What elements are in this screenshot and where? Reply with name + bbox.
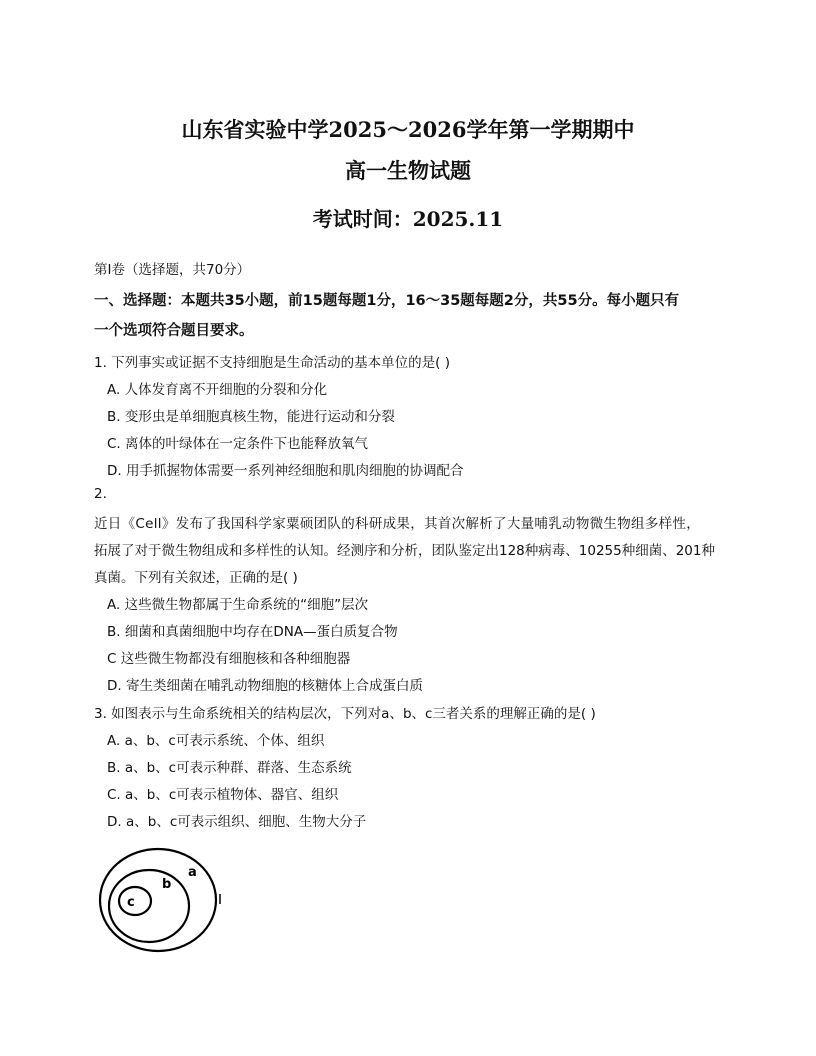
circle-a: [100, 849, 216, 951]
question-1-option-c: C. 离体的叶绿体在一定条件下也能释放氧气: [107, 436, 369, 452]
question-3-stem: 3. 如图表示与生命系统相关的结构层次，下列对a、b、c三者关系的理解正确的是( ): [94, 706, 596, 722]
question-2-number: 2.: [94, 486, 107, 502]
question-2-option-a: A. 这些微生物都属于生命系统的“细胞”层次: [107, 597, 369, 613]
part-label: 第Ⅰ卷（选择题，共70分）: [94, 262, 251, 278]
question-3-option-c: C. a、b、c可表示植物体、器官、组织: [107, 787, 339, 803]
question-3-option-d: D. a、b、c可表示组织、细胞、生物大分子: [107, 814, 367, 830]
circle-c: [119, 887, 151, 915]
label-c: c: [127, 895, 135, 910]
question-2-stem-line-1: 近日《Cell》发布了我国科学家粟硕团队的科研成果，其首次解析了大量哺乳动物微生物组多样性，: [94, 516, 701, 532]
question-2-stem-line-2: 拓展了对于微生物组成和多样性的认知。经测序和分析，团队鉴定出128种病毒、10255种细菌、201种: [94, 543, 715, 559]
exam-subject: 高一生物试题: [345, 158, 471, 183]
label-a: a: [188, 865, 197, 880]
question-2-stem-line-3: 真菌。下列有关叙述，正确的是( ): [94, 570, 298, 586]
label-b: b: [162, 877, 172, 892]
question-2-option-c: C 这些微生物都没有细胞核和各种细胞器: [107, 651, 351, 667]
instructions-line-2: 一个选项符合题目要求。: [94, 323, 254, 339]
nested-circles-diagram: [94, 838, 234, 956]
question-2-option-d: D. 寄生类细菌在哺乳动物细胞的核糖体上合成蛋白质: [107, 678, 423, 694]
exam-title: 山东省实验中学2025～2026学年第一学期期中: [181, 117, 635, 142]
question-2-option-b: B. 细菌和真菌细胞中均存在DNA—蛋白质复合物: [107, 624, 398, 640]
question-1-option-a: A. 人体发育离不开细胞的分裂和分化: [107, 382, 328, 398]
exam-time: 考试时间：2025.11: [312, 207, 504, 231]
question-3-option-a: A. a、b、c可表示系统、个体、组织: [107, 733, 325, 749]
instructions-line-1: 一、选择题：本题共35小题，前15题每题1分，16～35题每题2分，共55分。每小题只有: [94, 293, 680, 309]
question-1-option-b: B. 变形虫是单细胞真核生物，能进行运动和分裂: [107, 409, 395, 425]
question-3-option-b: B. a、b、c可表示种群、群落、生态系统: [107, 760, 352, 776]
question-1-stem: 1. 下列事实或证据不支持细胞是生命活动的基本单位的是( ): [94, 355, 450, 371]
question-1-option-d: D. 用手抓握物体需要一系列神经细胞和肌肉细胞的协调配合: [107, 463, 464, 479]
